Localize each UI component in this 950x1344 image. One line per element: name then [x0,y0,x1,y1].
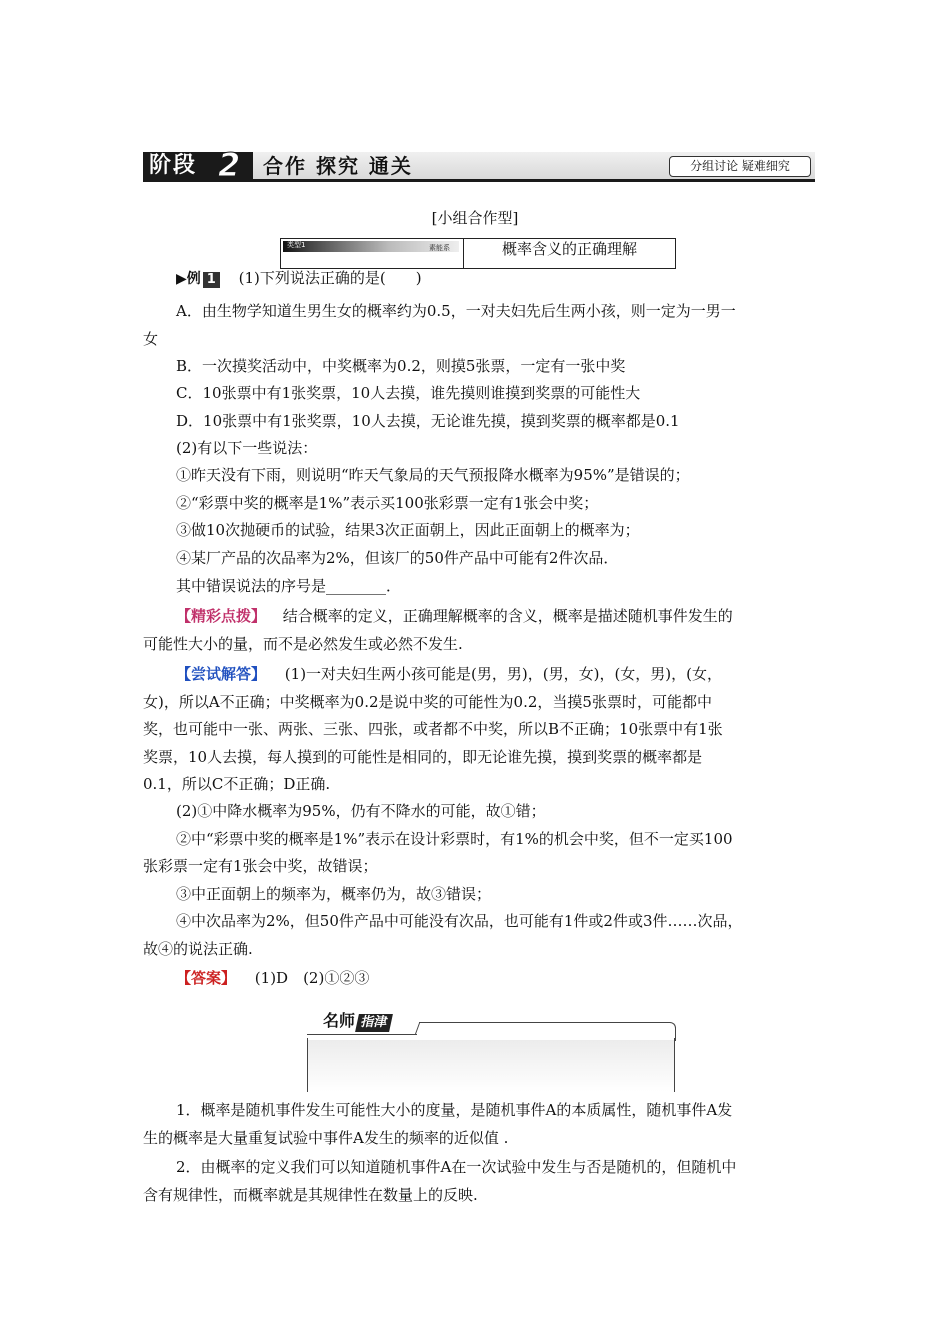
stage-number: 2 [218,146,241,184]
stage-header [143,146,815,184]
solution-line8: 张彩票一定有1张会中奖，故错误； [143,857,378,875]
solution-line1 [176,664,722,684]
solution-line10: ④中次品率为2%，但50件产品中可能没有次品，也可能有1件或2件或3件……次品， [176,912,743,930]
note-1-line2: 生的概率是大量重复试验中事件A发生的频率的近似值 . [143,1129,509,1147]
note-2-line1: 2．由概率的定义我们可以知道随机事件A在一次试验中发生与否是随机的，但随机中 [176,1158,737,1176]
teacher-tip-box [307,1010,675,1092]
solution-line7: ②中“彩票中奖的概率是1%”表示在设计彩票时，有1%的机会中奖，但不一定买100 [176,830,733,848]
type-tag [283,241,459,252]
statement-2: ②“彩票中奖的概率是1%”表示买100张彩票一定有1张会中奖； [176,494,599,512]
example-question-1 [176,268,422,289]
stage-label: 阶段 [149,153,198,178]
tip-title-box: 指津 [355,1014,393,1032]
note-2-line2: 含有规律性，而概率就是其规律性在数量上的反映. [143,1186,478,1204]
tip-background [308,1040,674,1092]
solution-line4: 奖票，10人去摸，每人摸到的可能性是相同的，即无论谁先摸，摸到奖票的概率都是 [143,748,703,766]
tip-top-border [419,1022,676,1041]
solution-line9: ③中正面朝上的频率为，概率仍为，故③错误； [176,885,492,903]
answer-label: 【答案】 [176,969,237,987]
answer-text: (1)D (2)①②③ [254,969,370,987]
insight-label: 【精彩点拨】 [176,607,267,625]
q1-text: (1)下列说法正确的是( ) [238,269,422,287]
question-2: (2)有以下一些说法： [176,439,318,457]
answer-line [176,968,369,988]
tip-underline [307,1034,417,1035]
type-box [280,238,676,269]
tip-left-border [307,1038,308,1092]
insight-line1 [176,606,733,626]
solution-line6: (2)①中降水概率为95%，仍有不降水的可能，故①错； [176,802,546,820]
tip-title-text: 名师 [323,1011,356,1030]
stage-title: 合作 探究 通关 [263,154,413,178]
statement-4: ④某厂产品的次品率为2%，但该厂的50件产品中可能有2件次品． [176,549,619,567]
option-b: B．一次摸奖活动中，中奖概率为0.2，则摸5张票，一定有一张中奖 [176,357,626,375]
solution-text-1: (1)一对夫妇生两小孩可能是(男，男)，(男，女)，(女，男)，(女， [284,665,723,683]
question-2-blank: 其中错误说法的序号是________． [176,577,402,595]
solution-line5: 0.1，所以C不正确；D正确. [143,775,331,793]
section-label: [小组合作型] [431,209,519,227]
type-tag-text: 类型1 [287,241,306,249]
statement-1: ①昨天没有下雨，则说明“昨天气象局的天气预报降水概率为95%”是错误的； [176,466,690,484]
option-c: C．10张票中有1张奖票，10人去摸，谁先摸则谁摸到奖票的可能性大 [176,384,641,402]
insight-text-1: 结合概率的定义，正确理解概率的含义，概率是描述随机事件发生的 [282,607,733,625]
solution-line11: 故④的说法正确. [143,940,253,958]
option-a-line1: A．由生物学知道生男生女的概率约为0.5，一对夫妇先后生两小孩，则一定为一男一 [176,302,736,320]
example-number: 1 [203,272,220,288]
stage-badge: 分组讨论 疑难细究 [669,156,811,177]
example-tag-text: 例 [186,271,201,287]
note-1-line1: 1．概率是随机事件发生可能性大小的度量，是随机事件A的本质属性，随机事件A发 [176,1101,733,1119]
insight-line2: 可能性大小的量，而不是必然发生或必然不发生. [143,635,463,653]
option-d: D．10张票中有1张奖票，10人去摸，无论谁先摸，摸到奖票的概率都是0.1 [176,412,680,430]
type-tag-icon: 素能系 [429,244,450,252]
solution-label: 【尝试解答】 [176,665,267,683]
tip-title [323,1010,391,1032]
tip-right-border [674,1038,675,1092]
solution-line3: 奖，也可能中一张、两张、三张、四张，或者都不中奖，所以B不正确；10张票中有1张 [143,720,723,738]
example-tag: ▶例 1 [176,271,220,287]
type-title: 概率含义的正确理解 [501,240,637,258]
solution-line2: 女)，所以A不正确；中奖概率为0.2是说中奖的可能性为0.2，当摸5张票时，可能都中 [143,693,712,711]
header-rule [143,179,815,182]
option-a-line2: 女 [143,330,159,348]
statement-3: ③做10次抛硬币的试验，结果3次正面朝上，因此正面朝上的概率为； [176,521,640,539]
